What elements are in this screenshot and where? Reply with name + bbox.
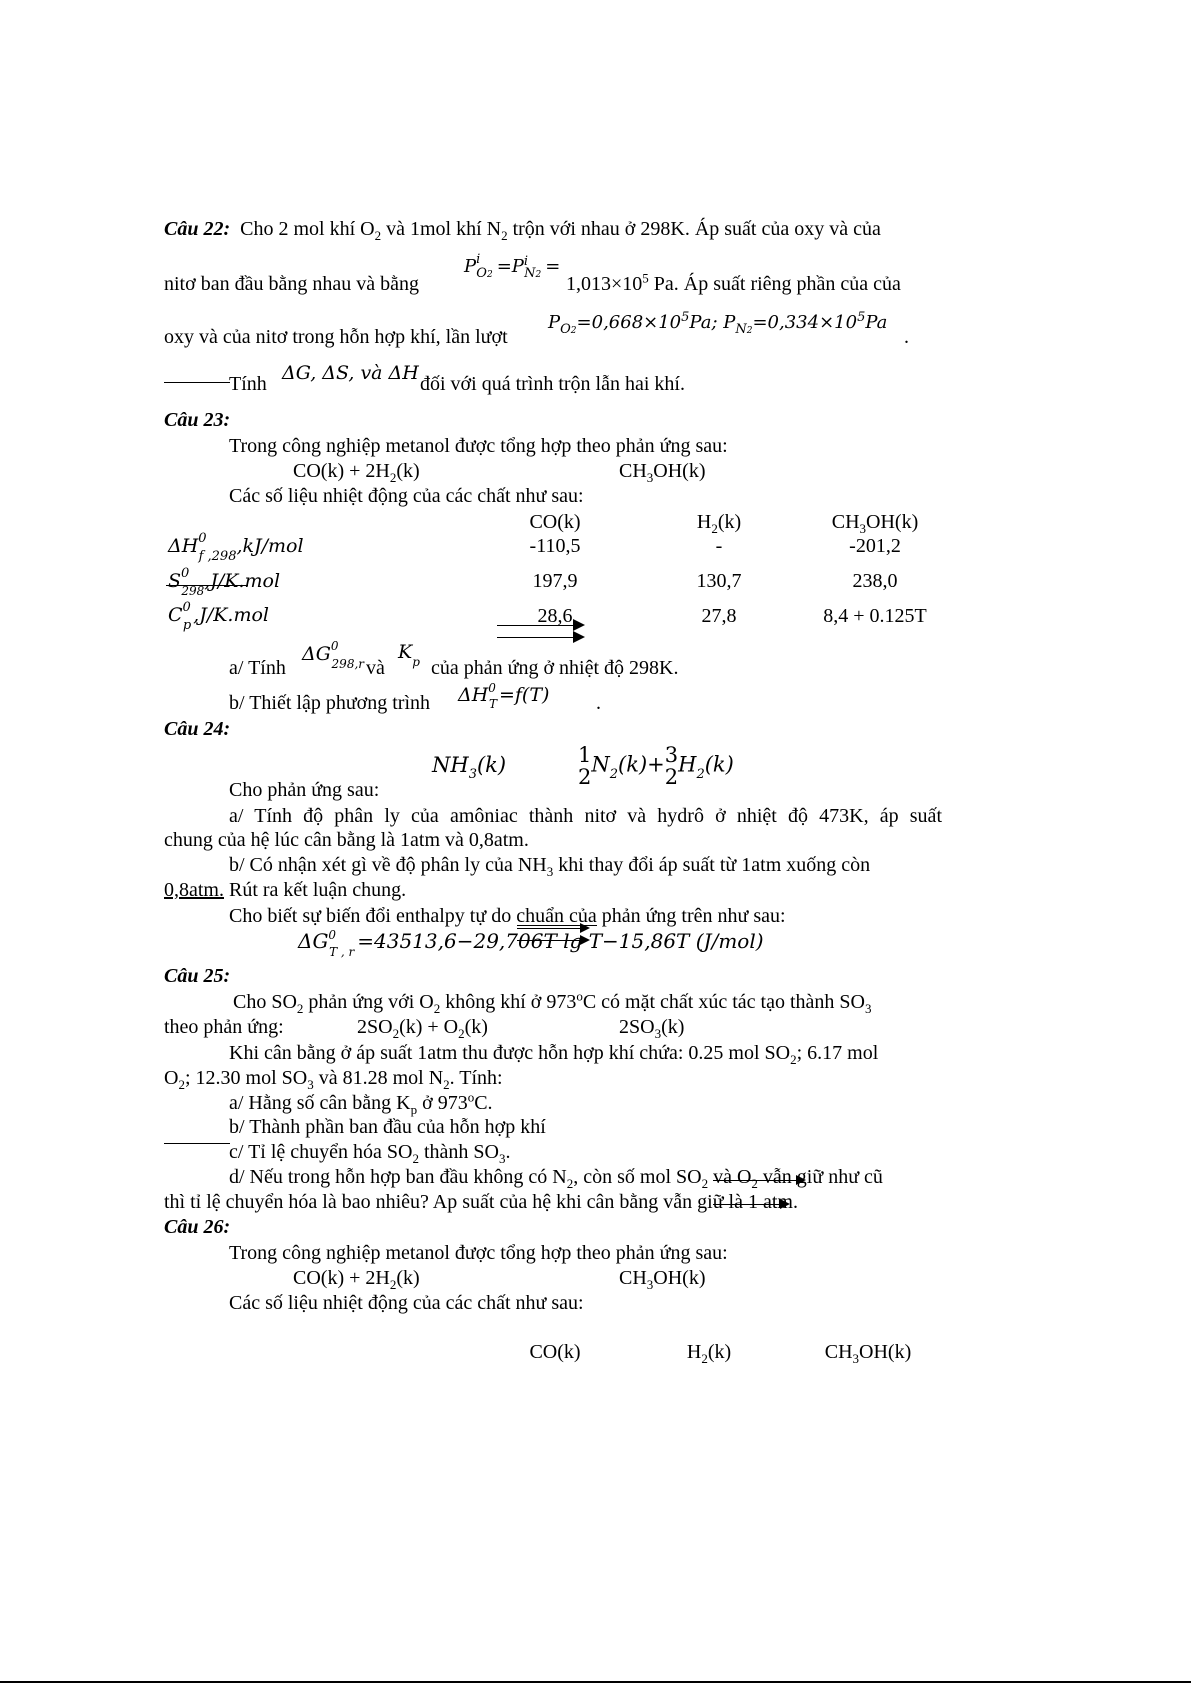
strike-rule-q25 — [164, 1143, 230, 1144]
q23-qa-kp: $K_p$ — [398, 641, 420, 669]
reverse-arrow-line — [497, 637, 573, 638]
q23-val-2-1: 197,9 — [532, 570, 578, 592]
q23-intro: Trong công nghiệp metanol được tổng hợp theo phản ứng sau: — [229, 435, 728, 457]
q24-a1: a/ Tính độ phân ly của amôniac thành nitơ và hydrô ở nhiệt độ 473K, áp suất — [229, 805, 942, 827]
strike-rule — [164, 382, 230, 383]
strike-rule-entropy — [166, 585, 248, 586]
q25-qa: a/ Hằng số cân bằng $K_p$ ở 973$^o$C. — [229, 1089, 493, 1117]
q23-val-1-2: - — [715, 535, 723, 557]
q23-col-h2: $H_2(k)$ — [696, 511, 742, 536]
q23-col-ch3oh: $CH_3OH(k)$ — [831, 511, 919, 536]
q23-row-enthalpy-label: $\Delta H^0_{f ,298},kJ$/mol — [168, 531, 304, 564]
q25-arrow1-icon — [796, 1175, 806, 1185]
q23-val-3-1: 28,6 — [537, 605, 573, 627]
q26-label: Câu 26: — [164, 1216, 231, 1238]
q23-row-cp-label: $C^0_p$ ,J/K.mol — [168, 600, 269, 633]
q26-intro: Trong công nghiệp metanol được tổng hợp theo phản ứng sau: — [229, 1242, 728, 1264]
q23-val-2-3: 238,0 — [852, 570, 898, 592]
q22-eq-partial-pressure: $P_{O2}=0,668\times 10^5Pa$; $P_{N2}=0,334\times 10^5Pa$ — [548, 310, 888, 337]
q26-col-h2: $H_2(k)$ — [686, 1341, 732, 1366]
q25-l4: $O_2$; 12.30 mol $SO_3$ và 81.28 mol $N_2$. Tính: — [164, 1067, 503, 1092]
q24-arrow2-line — [517, 940, 583, 941]
q24-arrow1-line — [517, 928, 583, 929]
q23-col-co: CO(k) — [529, 511, 581, 533]
q24-arrow1-icon — [580, 923, 590, 933]
q25-qb: b/ Thành phần ban đầu của hỗn hợp khí — [229, 1116, 546, 1138]
q22-line2: nitơ ban đầu bằng nhau và bằng — [164, 273, 419, 295]
q22-delta-symbols: ΔG, ΔS, và ΔH — [282, 362, 419, 384]
q24-label: Câu 24: — [164, 718, 231, 740]
q23-qa: a/ Tính — [229, 657, 286, 679]
q23-product: $CH_3OH(k)$ — [619, 460, 706, 485]
q24-c1: Cho biết sự biến đổi enthalpy tự do chuẩn của phản ứng trên như sau: — [229, 905, 786, 927]
q23-row-entropy-label: $S^0_{298},J/K.mol$ — [168, 566, 281, 598]
q22-line1: Câu 22: Cho 2 mol khí $O_2$ và 1mol khí $N_2$ trộn với nhau ở 298K. Áp suất của oxy và của — [164, 218, 881, 243]
q23-val-3-3: 8,4 + 0.125T — [823, 605, 927, 627]
q24-a2: chung của hệ lúc cân bằng là 1atm và 0,8atm. — [164, 829, 529, 851]
q25-arrow2-line — [713, 1204, 781, 1205]
q24-cho: Cho phản ứng sau: — [229, 779, 380, 801]
q24-b2: 0,8atm. Rút ra kết luận chung. — [164, 879, 407, 901]
q25-qc: c/ Tỉ lệ chuyển hóa $SO_2$ thành $SO_3$. — [229, 1141, 511, 1166]
page-bottom-rule — [0, 1681, 1191, 1683]
q23-label: Câu 23: — [164, 409, 231, 431]
q26-reactants: $CO(k) + 2H_2(k)$ — [293, 1267, 420, 1292]
q25-l2-product: $2SO_3(k)$ — [619, 1016, 685, 1041]
q23-qa-dg: $\Delta G^0_{298,r}$ — [302, 639, 365, 671]
q24-reactant: $NH_3(k)$ — [432, 753, 507, 782]
q25-l1: Cho $SO_2$ phản ứng với $O_2$ không khí ở 973$^o$C có mặt chất xúc tác tạo thành $SO_3$ — [233, 988, 872, 1016]
q23-qa-tail: của phản ứng ở nhiệt độ 298K. — [431, 657, 679, 679]
q25-arrow1-line — [713, 1180, 797, 1181]
q24-b1: b/ Có nhận xét gì về độ phân ly của $NH_3$ khi thay đổi áp suất từ 1atm xuống còn — [229, 854, 871, 879]
forward-arrow-line — [497, 625, 573, 626]
q25-qd1: d/ Nếu trong hỗn hợp ban đầu không có $N_2$, còn số mol $SO_2$ và $O_2$ vẫn giữ như cũ — [229, 1166, 883, 1191]
q25-l2a: theo phản ứng: — [164, 1016, 284, 1038]
q22-line2-tail: $1,013\times 10^5$ Pa. Áp suất riêng phần của của — [566, 270, 901, 295]
q23-val-1-1: -110,5 — [529, 535, 581, 557]
q23-thermo-intro: Các số liệu nhiệt động của các chất như sau: — [229, 485, 584, 507]
q25-label: Câu 25: — [164, 965, 231, 987]
q25-arrow2-icon — [780, 1199, 790, 1209]
reverse-arrow-icon — [573, 631, 585, 643]
q25-l3: Khi cân bằng ở áp suất 1atm thu được hỗn hợp khí chứa: 0.25 mol $SO_2$; 6.17 mol — [229, 1042, 879, 1067]
q22-line4-tail: đối với quá trình trộn lẫn hai khí. — [420, 373, 685, 395]
q22-eq-initial-pressure: $P^i_{O2} =P^i_{N2}$ = — [464, 252, 561, 281]
q22-line4: Tính — [229, 373, 267, 395]
q23-val-1-3: -201,2 — [849, 535, 901, 557]
q23-val-2-2: 130,7 — [696, 570, 742, 592]
q26-thermo-intro: Các số liệu nhiệt động của các chất như sau: — [229, 1292, 584, 1314]
q22-period: . — [904, 326, 909, 348]
q26-col-co: CO(k) — [529, 1341, 581, 1363]
q23-reactants: $CO(k) + 2H_2(k)$ — [293, 460, 420, 485]
q26-product: $CH_3OH(k)$ — [619, 1267, 706, 1292]
q23-qa-and: và — [366, 657, 385, 679]
q23-qb-period: . — [596, 692, 601, 714]
forward-arrow-icon — [573, 619, 585, 631]
q22-label: Câu 22: — [164, 218, 231, 240]
q25-l2-reactants: $2SO_2(k) + O_2(k)$ — [357, 1016, 488, 1041]
q24-eq: $\Delta G^0_{T , r} =43513,6-29,706T$ lg T−15,86T (J/mol) — [298, 928, 764, 959]
q26-col-ch3oh: $CH_3OH(k)$ — [824, 1341, 912, 1366]
q22-line3: oxy và của nitơ trong hỗn hợp khí, lần lượt — [164, 326, 508, 348]
q24-arrow2-icon — [580, 935, 590, 945]
q23-qb: b/ Thiết lập phương trình — [229, 692, 431, 714]
q23-qb-eq: $\Delta H^0_T =f(T)$ — [458, 681, 550, 711]
q25-qd2: thì tỉ lệ chuyển hóa là bao nhiêu? Ap suất của hệ khi cân bằng vẫn giữ là 1 atm. — [164, 1191, 798, 1213]
q24-product: 1 $2N_2(k)+3$ $2H_2(k)$ — [578, 743, 734, 790]
q23-val-3-2: 27,8 — [701, 605, 737, 627]
